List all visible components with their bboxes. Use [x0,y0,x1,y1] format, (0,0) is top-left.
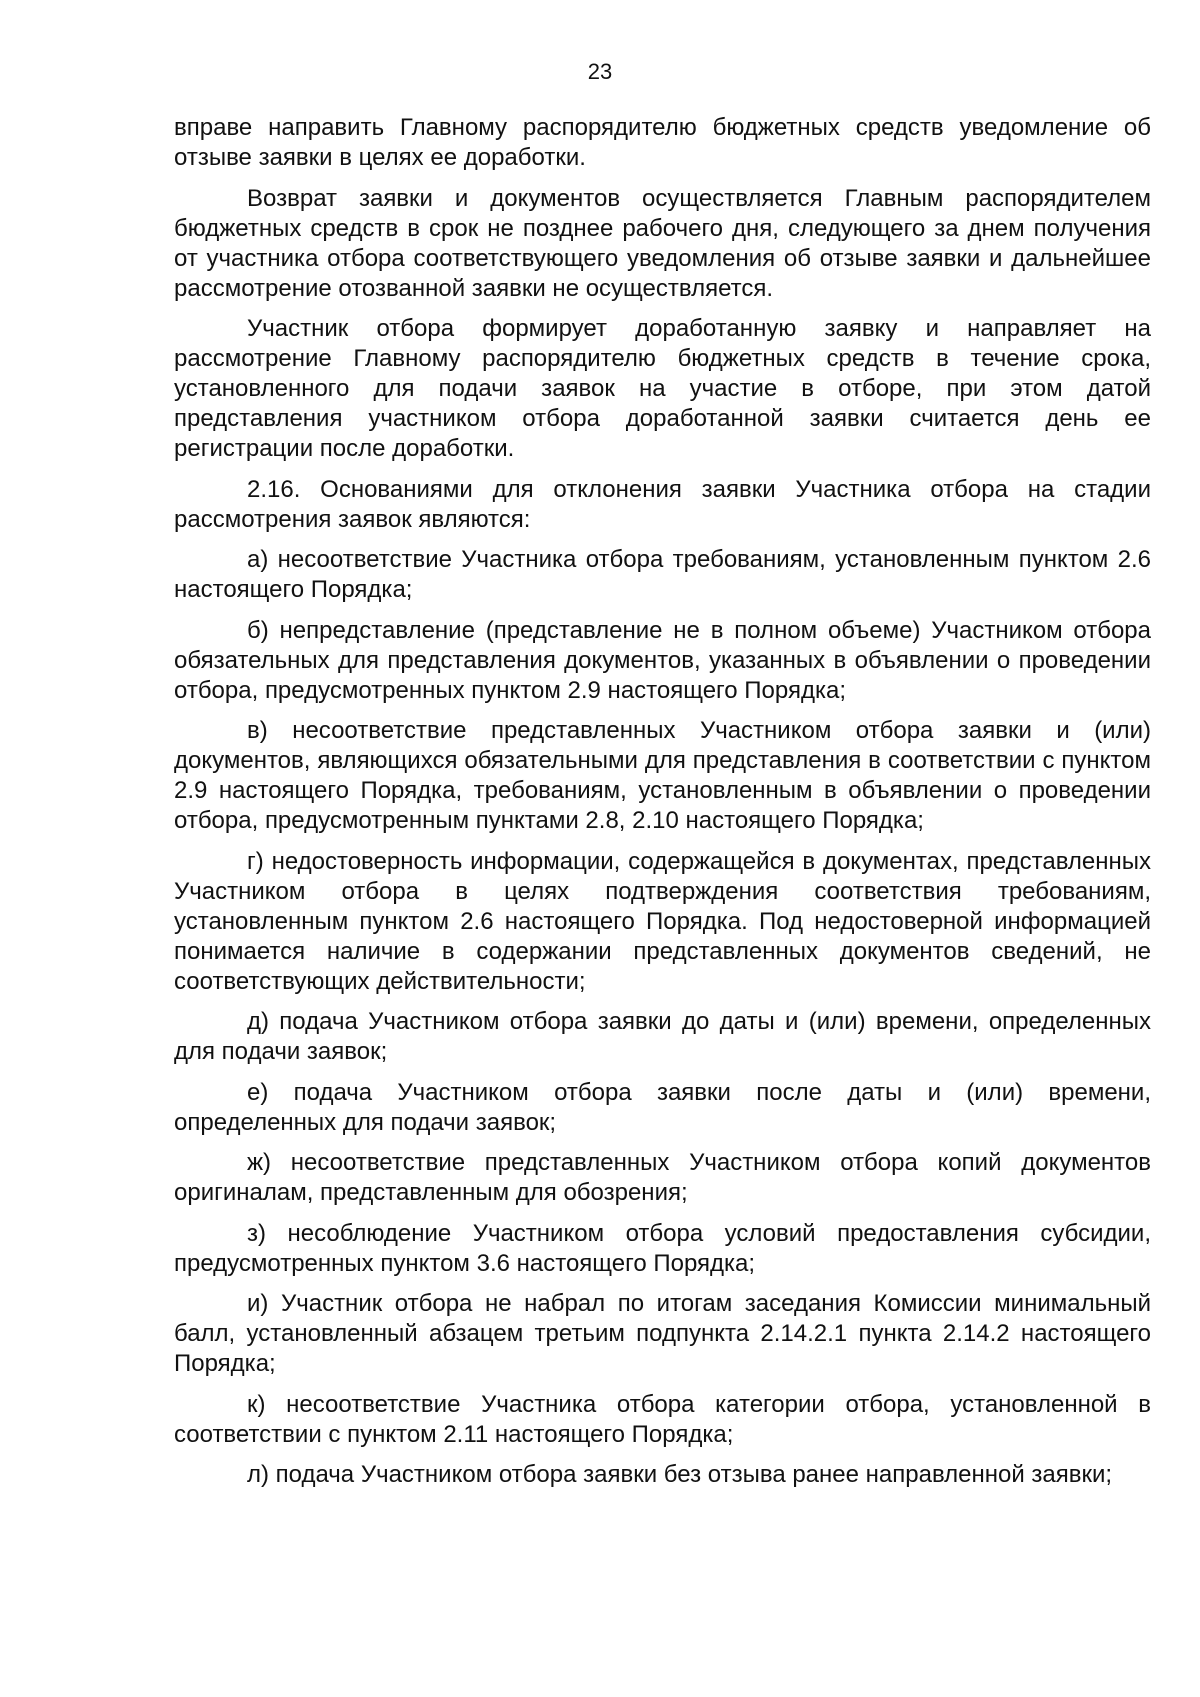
document-body [174,113,1151,1501]
list-item-z: з) несоблюдение Участником отбора условий предоставления субсидии, предусмотренных пунктом 3.6 настоящего Порядка; [174,1219,1151,1277]
list-item-i: и) Участник отбора не набрал по итогам заседания Комиссии минимальный балл, установленный абзацем третьим подпункта 2.14.2.1 пункта 2.14.2 настоящего Порядка; [174,1290,1151,1377]
list-item-v: в) несоответствие представленных Участником отбора заявки и (или) документов, являющихся обязательными для представления в соответствии с пунктом 2.9 настоящего Порядка, требованиям, установленным в объявлении о проведении отбора, предусмотренным пунктами 2.8, 2.10 настоящего Порядка; [174,717,1151,834]
list-item-d: д) подача Участником отбора заявки до даты и (или) времени, определенных для подачи заявок; [174,1008,1151,1065]
paragraph-continuation: вправе направить Главному распорядителю бюджетных средств уведомление об отзыве заявки в целях ее доработки. [174,114,1151,171]
list-item-l: л) подача Участником отбора заявки без отзыва ранее направленной заявки; [247,1461,1113,1488]
list-item-k: к) несоответствие Участника отбора категории отбора, установленной в соответствии с пунктом 2.11 настоящего Порядка; [174,1390,1151,1448]
page-number: 23 [587,59,613,84]
list-item-a: а) несоответствие Участника отбора требованиям, установленным пунктом 2.6 настоящего Порядка; [174,546,1151,603]
paragraph-2-16-rejection-grounds: 2.16. Основаниями для отклонения заявки Участника отбора на стадии рассмотрения заявок являются: [174,475,1151,533]
list-item-zh: ж) несоответствие представленных Участником отбора копий документов оригиналам, представленным для обозрения; [174,1149,1151,1206]
paragraph-return-of-application: Возврат заявки и документов осуществляется Главным распорядителем бюджетных средств в срок не позднее рабочего дня, следующего за днем получения от участника отбора соответствующего уведомления об отзыве заявки и дальнейшее рассмотрение отозванной заявки не осуществляется. [174,184,1151,302]
list-item-e: е) подача Участником отбора заявки после даты и (или) времени, определенных для подачи заявок; [174,1078,1151,1136]
list-item-b: б) непредставление (представление не в полном объеме) Участником отбора обязательных для представления документов, указанных в объявлении о проведении отбора, предусмотренных пунктом 2.9 настоящего Порядка; [174,616,1151,704]
paragraph-revised-application: Участник отбора формирует доработанную заявку и направляет на рассмотрение Главному распорядителю бюджетных средств в течение срока, установленного для подачи заявок на участие в отборе, при этом датой представления участником отбора доработанной заявки считается день ее регистрации после доработки. [174,315,1151,462]
list-item-g: г) недостоверность информации, содержащейся в документах, представленных Участником отбора в целях подтверждения соответствия требованиям, установленным пунктом 2.6 настоящего Порядка. Под недостоверной информацией понимается наличие в содержании представленных документов сведений, не соответствующих действительности; [174,847,1151,995]
